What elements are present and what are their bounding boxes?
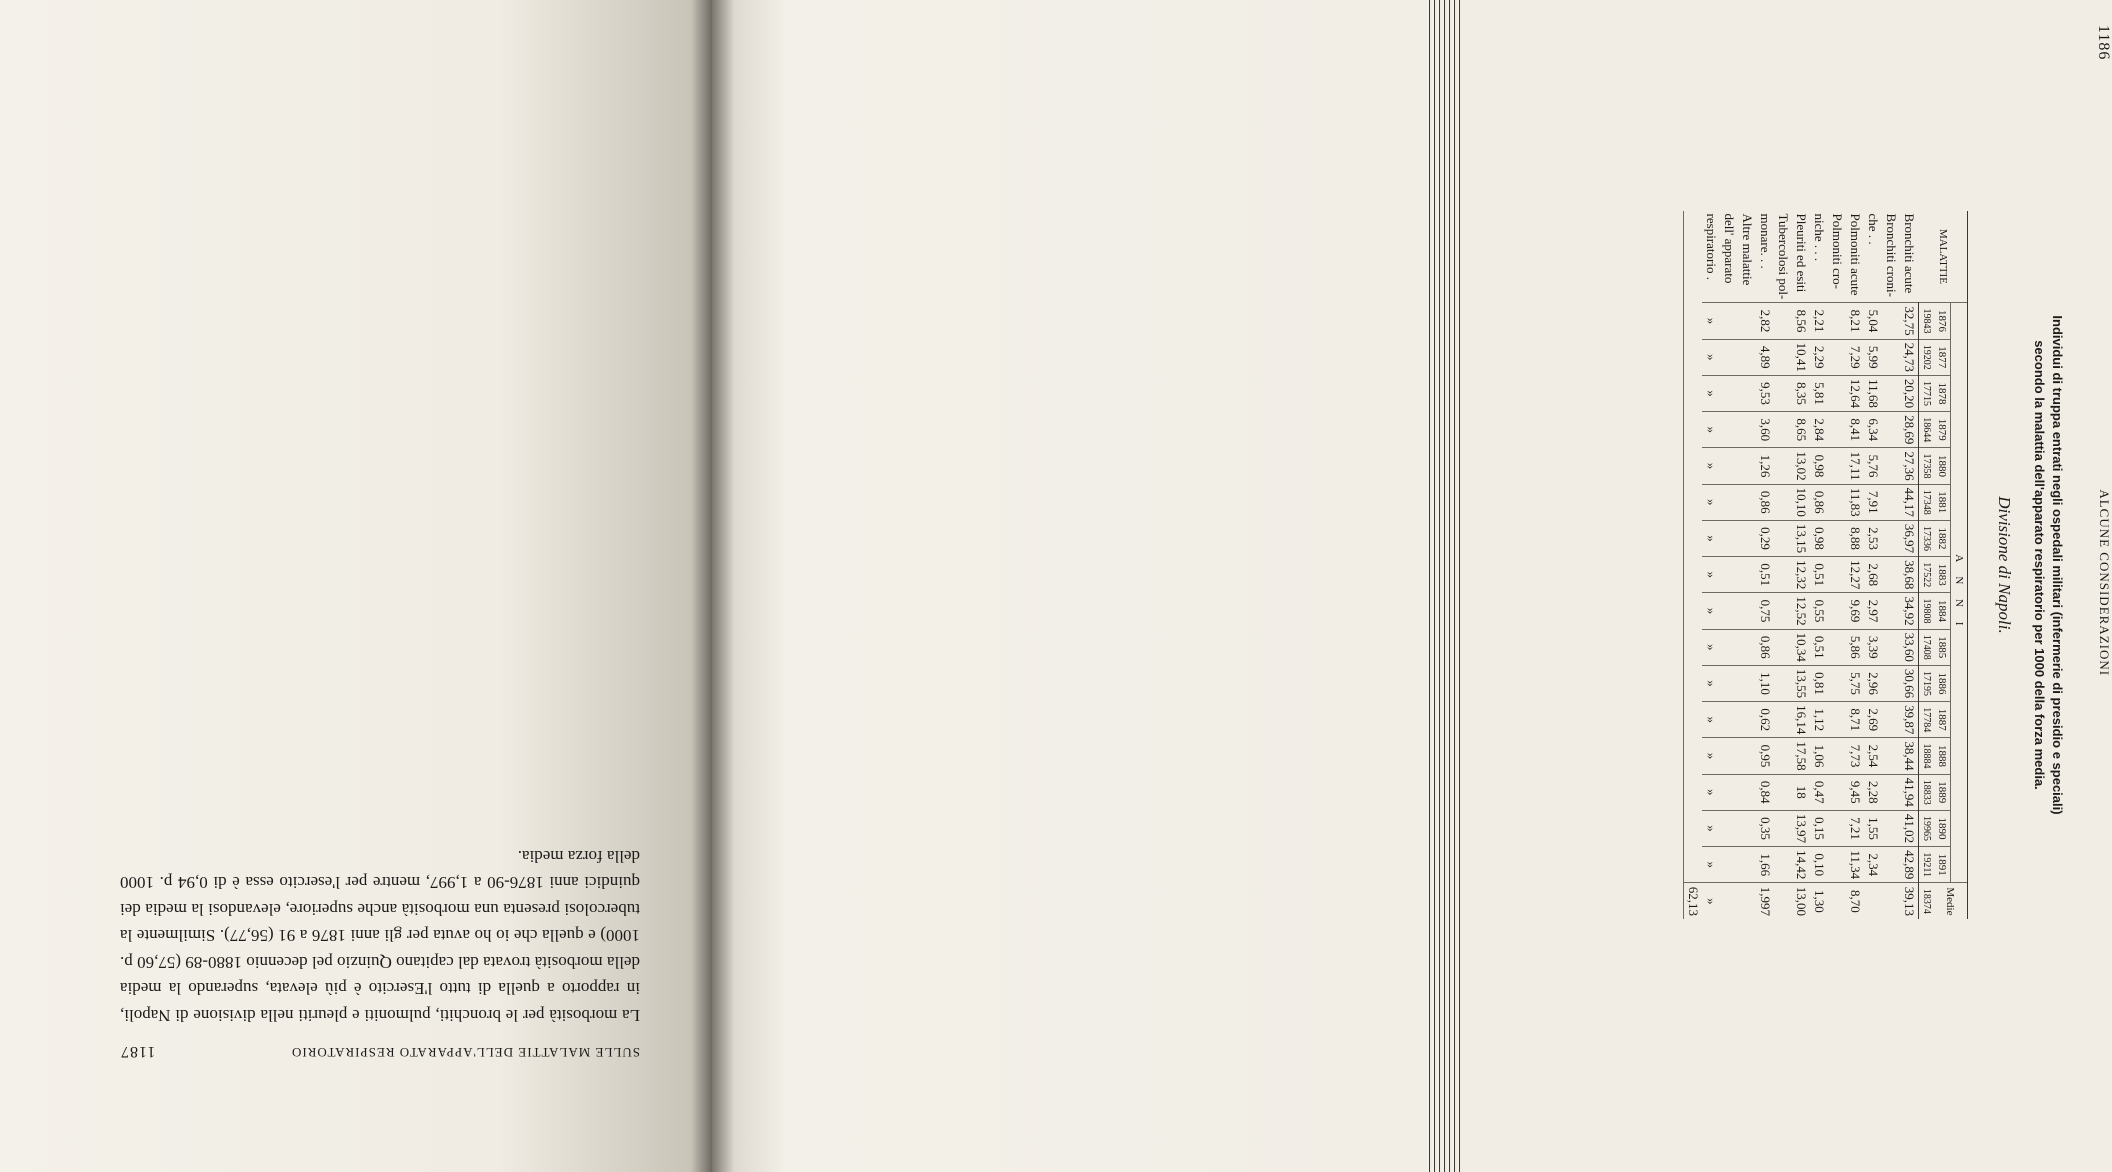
- value-cell: 0,98: [1810, 448, 1828, 484]
- value-cell: [1774, 303, 1792, 339]
- forza-media-cell: 19843: [1919, 303, 1935, 339]
- value-cell: [1720, 412, 1738, 448]
- value-cell: [1720, 339, 1738, 375]
- value-cell: [1738, 774, 1756, 810]
- value-cell: 8,56: [1792, 303, 1810, 339]
- value-cell: 44,17: [1900, 484, 1919, 520]
- value-cell: [1828, 702, 1846, 738]
- value-cell: [1828, 810, 1846, 846]
- value-cell: 7,73: [1846, 738, 1864, 774]
- value-cell: [1828, 847, 1846, 883]
- value-cell: [1774, 557, 1792, 593]
- value-cell: [1828, 375, 1846, 411]
- value-cell: »: [1702, 339, 1720, 375]
- disease-label: monare. . .: [1758, 213, 1773, 269]
- value-cell: [1828, 629, 1846, 665]
- disease-label: che . .: [1866, 213, 1881, 245]
- col-malattie-header: MALATTIE: [1919, 211, 1968, 303]
- value-cell: 0,51: [1810, 557, 1828, 593]
- year-cell: 1886: [1934, 665, 1951, 701]
- value-cell: [1882, 448, 1900, 484]
- value-cell: 3,39: [1864, 629, 1882, 665]
- left-page-number: 1187: [120, 1043, 156, 1060]
- table-row: [1846, 211, 1864, 920]
- year-cell: 1882: [1934, 520, 1951, 556]
- year-cell: 1891: [1934, 847, 1951, 883]
- value-cell: 2,29: [1810, 339, 1828, 375]
- brace-total-row: [1684, 211, 1703, 920]
- value-cell: [1774, 593, 1792, 629]
- value-cell: [1738, 339, 1756, 375]
- value-cell: 1,10: [1756, 665, 1774, 701]
- value-cell: 0,47: [1810, 774, 1828, 810]
- value-cell: [1774, 629, 1792, 665]
- value-cell: [1882, 303, 1900, 339]
- value-cell: [1828, 738, 1846, 774]
- forza-media-cell: 18374: [1919, 883, 1935, 920]
- value-cell: 0,86: [1756, 629, 1774, 665]
- value-cell: 12,64: [1846, 375, 1864, 411]
- value-cell: 36,97: [1900, 520, 1919, 556]
- value-cell: 5,81: [1810, 375, 1828, 411]
- page-edge: [1427, 0, 1461, 1172]
- year-cell: 1879: [1934, 412, 1951, 448]
- value-cell: [1882, 738, 1900, 774]
- year-cell: 1880: [1934, 448, 1951, 484]
- media-cell: [1738, 883, 1756, 920]
- value-cell: 17,11: [1846, 448, 1864, 484]
- value-cell: 8,88: [1846, 520, 1864, 556]
- disease-label: Bronchiti croni-: [1884, 213, 1899, 297]
- forza-media-cell: 17522: [1919, 557, 1935, 593]
- value-cell: [1774, 810, 1792, 846]
- value-cell: [1738, 303, 1756, 339]
- value-cell: [1774, 484, 1792, 520]
- value-cell: 13,15: [1792, 520, 1810, 556]
- value-cell: 12,52: [1792, 593, 1810, 629]
- value-cell: 11,83: [1846, 484, 1864, 520]
- table-row: [1864, 211, 1882, 920]
- forza-media-cell: 17784: [1919, 702, 1935, 738]
- value-cell: [1774, 847, 1792, 883]
- disease-label: Bronchiti acute: [1902, 213, 1918, 294]
- value-cell: 28,69: [1900, 412, 1919, 448]
- value-cell: [1828, 412, 1846, 448]
- value-cell: 0,15: [1810, 810, 1828, 846]
- value-cell: 10,41: [1792, 339, 1810, 375]
- value-cell: 8,35: [1792, 375, 1810, 411]
- value-cell: 27,36: [1900, 448, 1919, 484]
- brace-total: 62,13: [1684, 883, 1703, 920]
- year-cell: 1876: [1934, 303, 1951, 339]
- forza-media-cell: 17408: [1919, 629, 1935, 665]
- value-cell: 13,97: [1792, 810, 1810, 846]
- value-cell: 0,98: [1810, 520, 1828, 556]
- value-cell: 0,29: [1756, 520, 1774, 556]
- value-cell: [1882, 375, 1900, 411]
- year-cell: 1884: [1934, 593, 1951, 629]
- value-cell: [1738, 520, 1756, 556]
- value-cell: [1774, 339, 1792, 375]
- left-header-title: SULLE MALATTIE DELL'APPARATO RESPIRATORIO: [291, 1045, 640, 1060]
- value-cell: 32,75: [1900, 303, 1919, 339]
- table-row: [1828, 211, 1846, 920]
- right-page-number: 1186: [2095, 25, 2112, 61]
- value-cell: [1738, 738, 1756, 774]
- disease-label: Tubercolosi pol-: [1776, 213, 1791, 300]
- value-cell: 11,34: [1846, 847, 1864, 883]
- year-cell: 1883: [1934, 557, 1951, 593]
- value-cell: 9,53: [1756, 375, 1774, 411]
- value-cell: 3,60: [1756, 412, 1774, 448]
- value-cell: 2,97: [1864, 593, 1882, 629]
- media-cell: 1,997: [1756, 883, 1774, 920]
- media-cell: 13,00: [1792, 883, 1810, 920]
- value-cell: 2,69: [1864, 702, 1882, 738]
- value-cell: 41,94: [1900, 774, 1919, 810]
- value-cell: [1720, 629, 1738, 665]
- table-row: [1702, 211, 1720, 920]
- value-cell: »: [1702, 593, 1720, 629]
- value-cell: 0,86: [1810, 484, 1828, 520]
- value-cell: 7,29: [1846, 339, 1864, 375]
- value-cell: »: [1702, 847, 1720, 883]
- value-cell: 2,96: [1864, 665, 1882, 701]
- table-row: [1882, 211, 1900, 920]
- value-cell: [1720, 557, 1738, 593]
- value-cell: 1,66: [1756, 847, 1774, 883]
- value-cell: 5,04: [1864, 303, 1882, 339]
- right-page-content: [1452, 25, 2112, 1105]
- year-cell: 1888: [1934, 738, 1951, 774]
- value-cell: »: [1702, 629, 1720, 665]
- value-cell: [1774, 412, 1792, 448]
- value-cell: [1882, 847, 1900, 883]
- disease-label: respiratorio .: [1704, 213, 1719, 280]
- value-cell: 11,68: [1864, 375, 1882, 411]
- year-cell: 1887: [1934, 702, 1951, 738]
- value-cell: 10,34: [1792, 629, 1810, 665]
- media-cell: [1774, 883, 1792, 920]
- table-row: [1900, 211, 1919, 920]
- value-cell: 0,86: [1756, 484, 1774, 520]
- value-cell: 9,45: [1846, 774, 1864, 810]
- table-title-line1: Individui di truppa entrati negli ospedali militari (infermerie di presidio e speciali): [2050, 315, 2065, 815]
- value-cell: 2,84: [1810, 412, 1828, 448]
- disease-label: Polmoniti cro-: [1830, 213, 1845, 289]
- media-cell: 8,70: [1846, 883, 1864, 920]
- value-cell: [1774, 448, 1792, 484]
- value-cell: [1882, 520, 1900, 556]
- value-cell: [1828, 557, 1846, 593]
- table-row: [1738, 211, 1756, 920]
- value-cell: »: [1702, 484, 1720, 520]
- value-cell: 1,06: [1810, 738, 1828, 774]
- value-cell: 5,75: [1846, 665, 1864, 701]
- left-page-content: [120, 720, 640, 1060]
- value-cell: [1720, 520, 1738, 556]
- forza-media-cell: 17348: [1919, 484, 1935, 520]
- value-cell: [1828, 593, 1846, 629]
- value-cell: [1720, 810, 1738, 846]
- table-row: [1810, 211, 1828, 920]
- value-cell: [1882, 484, 1900, 520]
- value-cell: 5,76: [1864, 448, 1882, 484]
- value-cell: [1720, 847, 1738, 883]
- media-cell: »: [1702, 883, 1720, 920]
- table-row: [1792, 211, 1810, 920]
- value-cell: 8,21: [1846, 303, 1864, 339]
- value-cell: 8,65: [1792, 412, 1810, 448]
- value-cell: 42,89: [1900, 847, 1919, 883]
- value-cell: »: [1702, 557, 1720, 593]
- forza-media-row: [1919, 211, 1935, 920]
- value-cell: [1738, 375, 1756, 411]
- table-subtitle: Divisione di Napoli.: [1995, 496, 2014, 634]
- left-running-header: [120, 1042, 640, 1060]
- media-cell: [1828, 883, 1846, 920]
- value-cell: 20,20: [1900, 375, 1919, 411]
- value-cell: 9,69: [1846, 593, 1864, 629]
- right-running-header: [2094, 25, 2112, 1105]
- media-cell: [1720, 883, 1738, 920]
- value-cell: 17,58: [1792, 738, 1810, 774]
- value-cell: [1774, 665, 1792, 701]
- value-cell: [1828, 774, 1846, 810]
- value-cell: 2,21: [1810, 303, 1828, 339]
- value-cell: 38,68: [1900, 557, 1919, 593]
- year-header-row: [1934, 211, 1951, 920]
- value-cell: [1738, 484, 1756, 520]
- value-cell: [1774, 702, 1792, 738]
- value-cell: 0,62: [1756, 702, 1774, 738]
- value-cell: [1882, 412, 1900, 448]
- value-cell: »: [1702, 375, 1720, 411]
- value-cell: 12,32: [1792, 557, 1810, 593]
- statistics-table: [1683, 211, 1968, 920]
- value-cell: 41,02: [1900, 810, 1919, 846]
- value-cell: 0,55: [1810, 593, 1828, 629]
- forza-media-cell: 17195: [1919, 665, 1935, 701]
- media-cell: [1864, 883, 1882, 920]
- left-paragraph: La morbosità per le bronchiti, pulmoniti e pleuriti nella divisione di Napoli, in rapporto a quella di tutto l'Esercito è più elevata, superando la media della morbosità trovata dal capitano Quinzio pel decennio 1880-89 (57,60 p. 1000) e quella che io ho avuta per gli anni 1876 a 91 (56,77). Similmente la tubercolosi presenta una morbosità anche superiore, elevandosi la media dei quindici anni 1876-90 a 1,997, mentre per l'esercito essa è di 0,94 p. 1000 della forza media.: [120, 847, 640, 1025]
- year-cell: 1881: [1934, 484, 1951, 520]
- value-cell: [1720, 593, 1738, 629]
- value-cell: 0,75: [1756, 593, 1774, 629]
- value-cell: 16,14: [1792, 702, 1810, 738]
- value-cell: [1738, 629, 1756, 665]
- value-cell: 6,34: [1864, 412, 1882, 448]
- value-cell: 0,81: [1810, 665, 1828, 701]
- value-cell: »: [1702, 520, 1720, 556]
- value-cell: [1720, 702, 1738, 738]
- value-cell: 12,27: [1846, 557, 1864, 593]
- forza-media-cell: 19202: [1919, 339, 1935, 375]
- value-cell: [1882, 810, 1900, 846]
- value-cell: [1720, 738, 1738, 774]
- value-cell: [1738, 810, 1756, 846]
- value-cell: [1774, 774, 1792, 810]
- table-body: [1684, 211, 1919, 920]
- value-cell: 0,35: [1756, 810, 1774, 846]
- value-cell: [1828, 520, 1846, 556]
- value-cell: 38,44: [1900, 738, 1919, 774]
- value-cell: 2,34: [1864, 847, 1882, 883]
- value-cell: [1774, 375, 1792, 411]
- value-cell: 10,10: [1792, 484, 1810, 520]
- forza-media-cell: 18833: [1919, 774, 1935, 810]
- value-cell: 7,21: [1846, 810, 1864, 846]
- value-cell: [1882, 339, 1900, 375]
- year-cell: 1885: [1934, 629, 1951, 665]
- value-cell: 0,10: [1810, 847, 1828, 883]
- forza-media-cell: 19211: [1919, 847, 1935, 883]
- value-cell: 2,53: [1864, 520, 1882, 556]
- value-cell: [1738, 448, 1756, 484]
- value-cell: [1720, 448, 1738, 484]
- value-cell: 1,12: [1810, 702, 1828, 738]
- disease-label: Altre malattie: [1740, 213, 1755, 286]
- value-cell: »: [1702, 303, 1720, 339]
- forza-media-cell: 19808: [1919, 593, 1935, 629]
- value-cell: 34,92: [1900, 593, 1919, 629]
- forza-media-cell: 17715: [1919, 375, 1935, 411]
- value-cell: 39,87: [1900, 702, 1919, 738]
- table-title-line2: secondo la malattia dell'apparato respiratorio per 1000 della forza media.: [2032, 340, 2047, 790]
- value-cell: [1882, 774, 1900, 810]
- media-cell: 1,30: [1810, 883, 1828, 920]
- value-cell: 0,84: [1756, 774, 1774, 810]
- value-cell: [1738, 557, 1756, 593]
- year-cell: 1878: [1934, 375, 1951, 411]
- value-cell: »: [1702, 412, 1720, 448]
- table-row: [1756, 211, 1774, 920]
- value-cell: 2,82: [1756, 303, 1774, 339]
- value-cell: »: [1702, 774, 1720, 810]
- value-cell: »: [1702, 665, 1720, 701]
- year-cell: 1889: [1934, 774, 1951, 810]
- value-cell: 8,41: [1846, 412, 1864, 448]
- value-cell: 5,86: [1846, 629, 1864, 665]
- value-cell: [1720, 774, 1738, 810]
- value-cell: [1882, 557, 1900, 593]
- value-cell: 8,71: [1846, 702, 1864, 738]
- value-cell: 2,28: [1864, 774, 1882, 810]
- forza-media-cell: 19965: [1919, 810, 1935, 846]
- value-cell: 1,55: [1864, 810, 1882, 846]
- value-cell: 13,02: [1792, 448, 1810, 484]
- value-cell: [1828, 339, 1846, 375]
- forza-media-cell: 18644: [1919, 412, 1935, 448]
- value-cell: »: [1702, 738, 1720, 774]
- value-cell: [1738, 593, 1756, 629]
- media-cell: [1882, 883, 1900, 920]
- value-cell: [1720, 484, 1738, 520]
- value-cell: 0,51: [1756, 557, 1774, 593]
- value-cell: [1720, 303, 1738, 339]
- value-cell: 0,51: [1810, 629, 1828, 665]
- value-cell: 33,60: [1900, 629, 1919, 665]
- col-anni-header: A N N I: [1951, 303, 1968, 883]
- value-cell: 18: [1792, 774, 1810, 810]
- value-cell: 2,68: [1864, 557, 1882, 593]
- value-cell: [1828, 665, 1846, 701]
- value-cell: »: [1702, 448, 1720, 484]
- value-cell: 14,42: [1792, 847, 1810, 883]
- table-title: [2030, 25, 2066, 1105]
- year-cell: 1890: [1934, 810, 1951, 846]
- value-cell: 5,99: [1864, 339, 1882, 375]
- value-cell: [1882, 702, 1900, 738]
- right-page: [712, 0, 2112, 1172]
- right-header-title: ALCUNE CONSIDERAZIONI: [2097, 489, 2112, 677]
- value-cell: [1882, 629, 1900, 665]
- disease-label: dell' apparato: [1722, 213, 1737, 284]
- year-cell: 1877: [1934, 339, 1951, 375]
- forza-media-cell: 17336: [1919, 520, 1935, 556]
- value-cell: [1882, 593, 1900, 629]
- value-cell: [1828, 303, 1846, 339]
- col-medie-header: Medie: [1934, 883, 1968, 920]
- value-cell: [1738, 665, 1756, 701]
- value-cell: [1738, 412, 1756, 448]
- value-cell: [1738, 702, 1756, 738]
- table-row: [1720, 211, 1738, 920]
- value-cell: 1,26: [1756, 448, 1774, 484]
- disease-label: niche . . .: [1812, 213, 1827, 262]
- value-cell: 2,54: [1864, 738, 1882, 774]
- value-cell: [1738, 847, 1756, 883]
- value-cell: [1720, 375, 1738, 411]
- value-cell: [1828, 484, 1846, 520]
- value-cell: 30,66: [1900, 665, 1919, 701]
- value-cell: 7,91: [1864, 484, 1882, 520]
- value-cell: [1882, 665, 1900, 701]
- value-cell: »: [1702, 702, 1720, 738]
- value-cell: [1720, 665, 1738, 701]
- media-cell: 39,13: [1900, 883, 1919, 920]
- value-cell: 13,55: [1792, 665, 1810, 701]
- value-cell: [1774, 520, 1792, 556]
- value-cell: [1774, 738, 1792, 774]
- value-cell: 24,73: [1900, 339, 1919, 375]
- left-page: [0, 0, 712, 1172]
- disease-label: Polmoniti acute: [1848, 213, 1863, 296]
- value-cell: [1828, 448, 1846, 484]
- forza-media-cell: 17358: [1919, 448, 1935, 484]
- value-cell: 0,95: [1756, 738, 1774, 774]
- table-row: [1774, 211, 1792, 920]
- disease-label: Pleuriti ed esiti: [1794, 213, 1809, 293]
- forza-media-cell: 18884: [1919, 738, 1935, 774]
- value-cell: 4,89: [1756, 339, 1774, 375]
- value-cell: »: [1702, 810, 1720, 846]
